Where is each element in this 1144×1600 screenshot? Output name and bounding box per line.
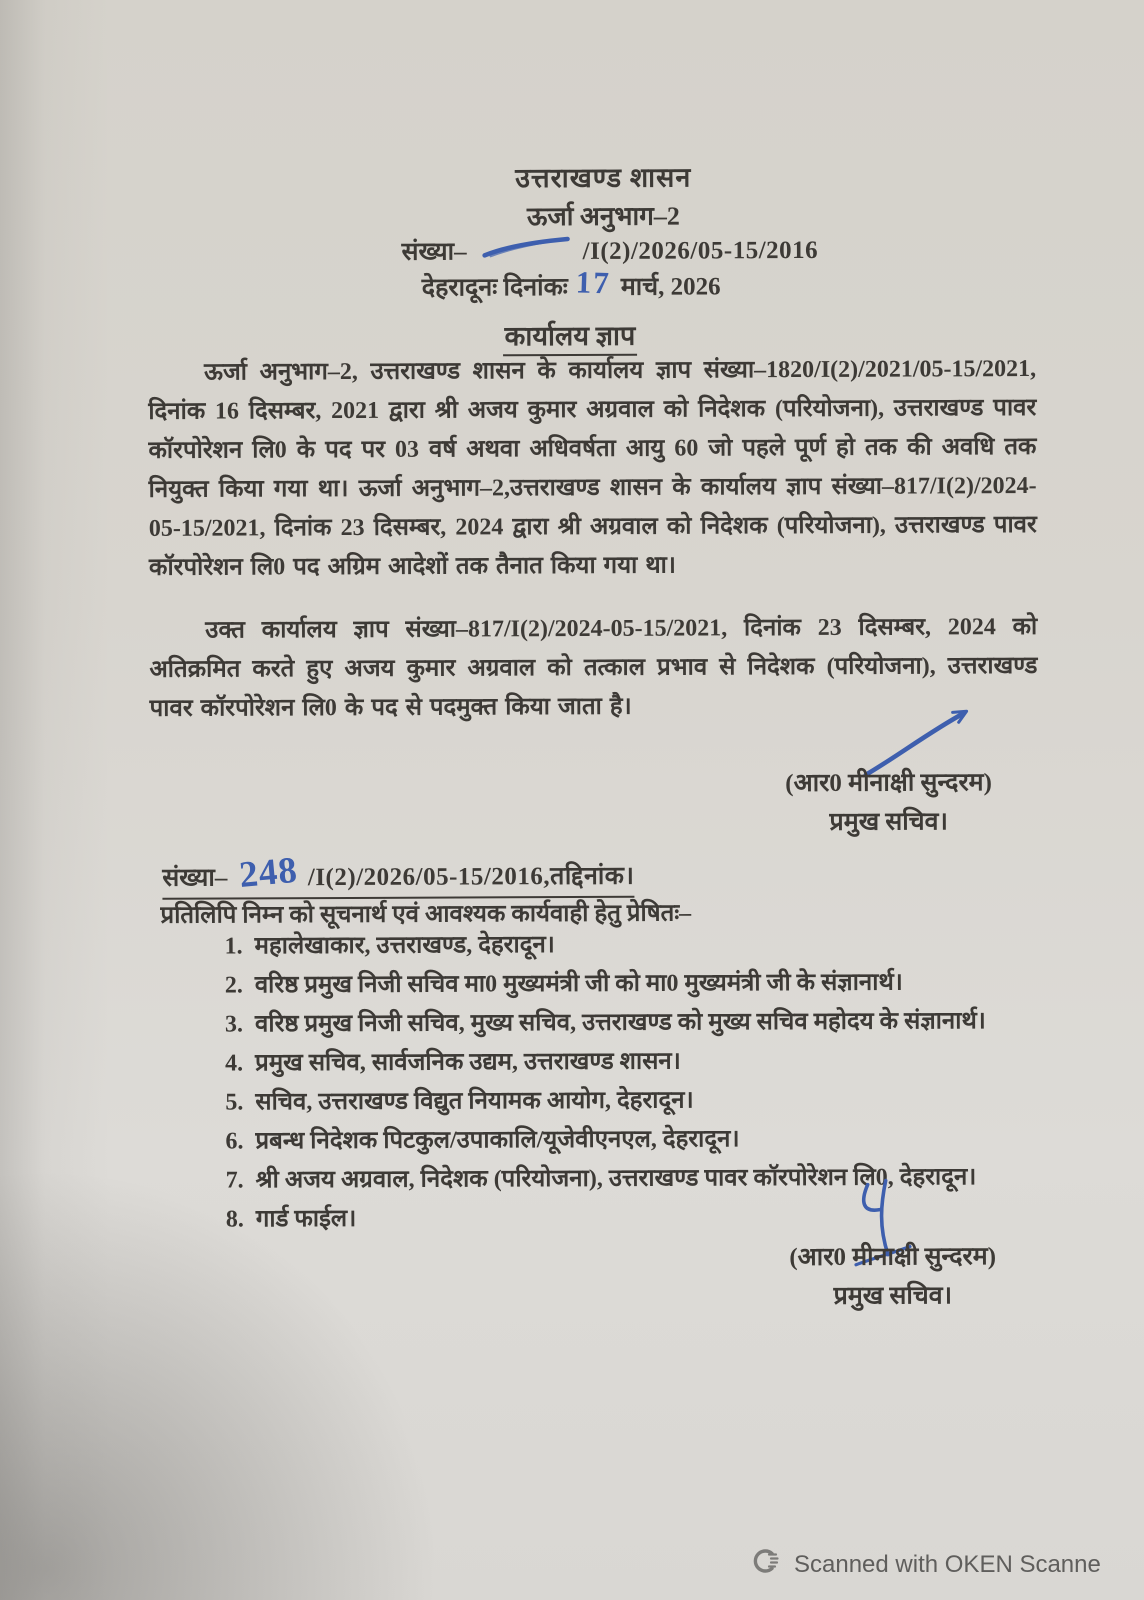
document-title: कार्यालय ज्ञाप <box>0 314 1142 356</box>
endorsement-number-rest: /I(2)/2026/05-15/2016,तद्दिनांक। <box>307 862 635 892</box>
recipient-item: 2. वरिष्ठ प्रमुख निजी सचिव मा0 मुख्यमंत्री जी को मा0 मुख्यमंत्री जी के संज्ञानार्थ। <box>249 963 1077 1005</box>
scanner-watermark <box>748 1545 1144 1584</box>
recipient-item: 6. प्रबन्ध निदेशक पिटकुल/उपाकालि/यूजेवीएनएल, देहरादून। <box>249 1119 1077 1161</box>
body-paragraph-2: उक्त कार्यालय ज्ञाप संख्या–817/I(2)/2024-05-15/2021, दिनांक 23 दिसम्बर, 2024 को अतिक्रमित करते हुए अजय कुमार अग्रवाल को तत्काल प्रभाव से निदेशक (परियोजना), उत्तराखण्ड पावर कॉरपोरेशन लि0 के पद से पदमुक्त किया जाता है। <box>149 613 1038 722</box>
recipient-item: 5. सचिव, उत्तराखण्ड विद्युत नियामक आयोग, देहरादून। <box>249 1080 1077 1122</box>
recipient-item: 3. वरिष्ठ प्रमुख निजी सचिव, मुख्य सचिव, उत्तराखण्ड को मुख्य सचिव महोदय के संज्ञानार्थ। <box>249 1002 1077 1044</box>
header-organization: उत्तराखण्ड शासन <box>515 162 692 194</box>
endorsement-intro: प्रतिलिपि निम्न को सूचनार्थ एवं आवश्यक कार्यवाही हेतु प्रेषितः– <box>160 900 692 929</box>
recipient-item: 1. महालेखाकार, उत्तराखण्ड, देहरादून। <box>249 924 1077 966</box>
signatory2-designation: प्रमुख सचिव। <box>833 1282 953 1310</box>
recipient-item: 7. श्री अजय अग्रवाल, निदेशक (परियोजना), उत्तराखण्ड पावर कॉरपोरेशन लि0, देहरादून। <box>250 1158 1078 1200</box>
oken-scanner-logo-icon <box>748 1545 780 1584</box>
endorsement-number-line <box>162 849 635 900</box>
signatory2-name: (आर0 मीनाक्षी सुन्दरम) <box>789 1243 997 1272</box>
date-line <box>421 264 721 303</box>
handwritten-dash-mark <box>481 235 573 266</box>
recipient-item: 4. प्रमुख सचिव, सार्वजनिक उद्यम, उत्तराखण्ड शासन। <box>249 1041 1077 1083</box>
doc-number-value: /I(2)/2026/05-15/2016 <box>582 236 819 265</box>
body-paragraph-1: ऊर्जा अनुभाग–2, उत्तराखण्ड शासन के कार्यालय ज्ञाप संख्या–1820/I(2)/2021/05-15/2021, दिनांक 16 दिसम्बर, 2021 द्वारा श्री अजय कुमार अग्रवाल को निदेशक (परियोजना), उत्तराखण्ड पावर कॉरपोरेशन लि0 के पद पर 03 वर्ष अथवा अधिवर्षता आयु 60 जो पहले पूर्ण हो तक की अवधि तक नियुक्त किया गया था। ऊर्जा अनुभाग–2,उत्तराखण्ड शासन के कार्यालय ज्ञाप संख्या–817/I(2)/2024-05-15/2021, दिनांक 23 दिसम्बर, 2024 द्वारा श्री अग्रवाल को निदेशक (परियोजना), उत्तराखण्ड पावर कॉरपोरेशन लि0 पद अग्रिम आदेशों तक तैनात किया गया था। <box>148 355 1037 581</box>
handwritten-serial-number: 248 <box>237 849 300 896</box>
signatory-designation: प्रमुख सचिव। <box>829 808 949 836</box>
signatory-name: (आर0 मीनाक्षी सुन्दरम) <box>785 769 992 798</box>
watermark-text: Scanned with OKEN Scanne <box>794 1550 1101 1578</box>
recipient-item: 8. गार्ड फाईल। <box>250 1197 1078 1239</box>
doc-number-label: संख्या– <box>401 238 467 266</box>
handwritten-date-day: 17 <box>575 264 612 301</box>
recipients-list <box>213 924 1078 1240</box>
place-date-label: देहरादूनः दिनांकः <box>421 274 568 302</box>
date-rest: मार्च, 2026 <box>620 273 721 301</box>
endorsement-number-label: संख्या– <box>162 864 228 892</box>
signature-block-2 <box>789 1238 996 1312</box>
signature-block-1 <box>785 764 992 838</box>
header-section: ऊर्जा अनुभाग–2 <box>526 201 680 232</box>
